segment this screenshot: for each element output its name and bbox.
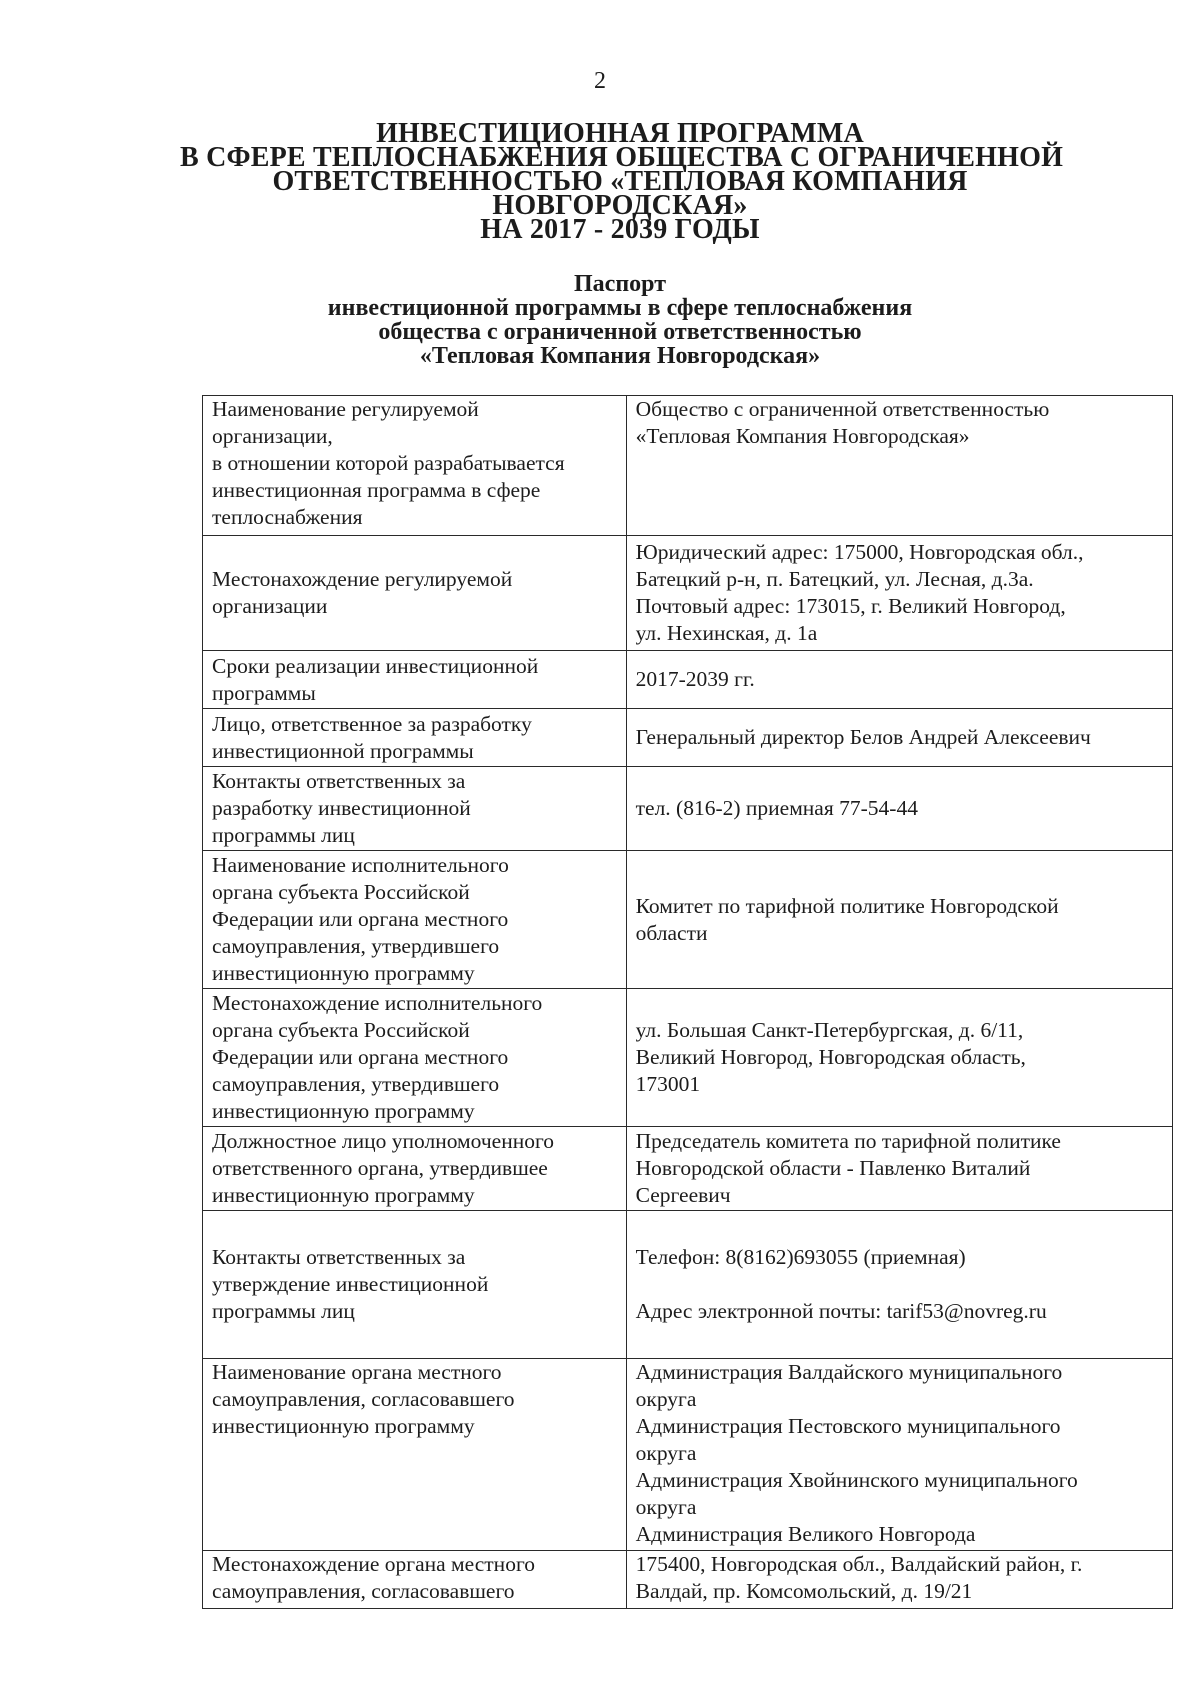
value-line: ул. Нехинская, д. 1а [635, 621, 818, 645]
label-line: Контакты ответственных за [212, 1245, 466, 1269]
value-line: округа [635, 1387, 697, 1411]
row-label-approving-authority-location [203, 989, 627, 1127]
value-line: Сергеевич [635, 1183, 731, 1207]
table-row [203, 651, 1173, 709]
value-line: Администрация Хвойнинского муниципального [635, 1468, 1078, 1492]
value-line: Валдай, пр. Комсомольский, д. 19/21 [635, 1579, 973, 1603]
value-line: 2017-2039 гг. [635, 667, 755, 691]
value-line: округа [635, 1441, 697, 1465]
label-line: органа субъекта Российской [212, 1018, 470, 1042]
value-line: Великий Новгород, Новгородская область, [635, 1045, 1026, 1069]
passport-table [202, 395, 1173, 1609]
document-title [180, 118, 1064, 245]
title-line: ОТВЕТСТВЕННОСТЬЮ «ТЕПЛОВАЯ КОМПАНИЯ [272, 166, 968, 197]
table-row [203, 1211, 1173, 1359]
label-line: Наименование регулируемой [212, 397, 479, 421]
label-line: программы [212, 680, 316, 705]
subtitle-line: Паспорт [574, 271, 666, 297]
title-line: НА 2017 - 2039 ГОДЫ [480, 214, 760, 245]
label-line: Контакты ответственных за [212, 769, 466, 793]
row-label-approver-contacts [203, 1211, 627, 1359]
phone-line: Телефон: 8(8162)693055 (приемная) [635, 1245, 966, 1269]
value-line: Комитет по тарифной политике Новгородской [635, 893, 1059, 918]
label-line: органа субъекта Российской [212, 880, 470, 904]
row-label-agreeing-authority-location [203, 1551, 627, 1609]
row-value-organization-name [626, 396, 1172, 536]
table-row [203, 396, 1173, 536]
label-line: в отношении которой разрабатывается [212, 451, 565, 475]
label-line: самоуправления, согласовавшего [212, 1579, 515, 1603]
label-line: Местонахождение органа местного [212, 1552, 535, 1576]
row-value-implementation-period [626, 651, 1172, 709]
row-value-agreeing-authority-location [626, 1551, 1172, 1609]
value-line: Общество с ограниченной ответственностью [635, 397, 1050, 421]
title-line: ИНВЕСТИЦИОННАЯ ПРОГРАММА [376, 118, 864, 149]
label-line: самоуправления, согласовавшего [212, 1387, 515, 1411]
row-label-responsible-person [203, 709, 627, 767]
label-line: самоуправления, утвердившего [212, 934, 500, 958]
label-line: программы лиц [212, 823, 355, 847]
value-line: Генеральный директор Белов Андрей Алексеевич [635, 725, 1091, 749]
row-label-approving-official [203, 1127, 627, 1211]
value-line: тел. (816-2) приемная 77-54-44 [635, 796, 918, 820]
page-number: 2 [594, 68, 606, 94]
value-line: Почтовый адрес: 173015, г. Великий Новгород, [635, 594, 1066, 618]
row-label-organization-location [203, 536, 627, 651]
label-line: ответственного органа, утвердившее [212, 1156, 548, 1180]
label-line: самоуправления, утвердившего [212, 1072, 500, 1096]
row-value-approving-authority [626, 851, 1172, 989]
row-value-approving-official [626, 1127, 1172, 1211]
label-line: Наименование исполнительного [212, 853, 509, 877]
table-row [203, 1127, 1173, 1211]
value-line: 175400, Новгородская обл., Валдайский район, г. [635, 1552, 1083, 1576]
label-line: инвестиционную программу [212, 1099, 475, 1123]
table-row [203, 709, 1173, 767]
label-line: Федерации или органа местного [212, 907, 509, 931]
value-line: Администрация Валдайского муниципального [635, 1360, 1063, 1384]
row-value-responsible-person [626, 709, 1172, 767]
label-line: Федерации или органа местного [212, 1045, 509, 1069]
label-line: инвестиционная программа в сфере [212, 478, 541, 502]
label-line: инвестиционной программы [212, 738, 474, 763]
label-line: разработку инвестиционной [212, 796, 471, 820]
table-row [203, 851, 1173, 989]
value-line: «Тепловая Компания Новгородская» [635, 424, 970, 448]
value-line: Новгородской области - Павленко Виталий [635, 1156, 1031, 1180]
row-label-implementation-period [203, 651, 627, 709]
label-line: Лицо, ответственное за разработку [212, 711, 532, 736]
subtitle-line: «Тепловая Компания Новгородская» [419, 343, 821, 369]
row-label-organization-name [203, 396, 627, 536]
table-row [203, 1359, 1173, 1551]
label-line: программы лиц [212, 1299, 355, 1323]
title-line: В СФЕРЕ ТЕПЛОСНАБЖЕНИЯ ОБЩЕСТВА С ОГРАНИЧЕННОЙ [180, 142, 1064, 173]
table-row [203, 767, 1173, 851]
row-value-organization-location [626, 536, 1172, 651]
label-line: утверждение инвестиционной [212, 1272, 489, 1296]
value-line: Председатель комитета по тарифной политике [635, 1129, 1061, 1153]
row-label-approving-authority [203, 851, 627, 989]
row-value-agreeing-authority [626, 1359, 1172, 1551]
label-line: Должностное лицо уполномоченного [212, 1129, 554, 1153]
value-line: Администрация Пестовского муниципального [635, 1414, 1061, 1438]
value-line: Юридический адрес: 175000, Новгородская обл., [635, 540, 1084, 564]
value-line: 173001 [635, 1072, 701, 1096]
passport-title [200, 272, 1040, 368]
value-line: округа [635, 1495, 697, 1519]
label-line: Местонахождение регулируемой [212, 567, 513, 591]
row-value-approving-authority-location [626, 989, 1172, 1127]
email-line: Адрес электронной почты: tarif53@novreg.ru [635, 1299, 1047, 1323]
row-value-approver-contacts [626, 1211, 1172, 1359]
label-line: инвестиционную программу [212, 961, 475, 985]
label-line: инвестиционную программу [212, 1414, 475, 1438]
title-line: НОВГОРОДСКАЯ» [492, 190, 748, 221]
subtitle-line: инвестиционной программы в сфере теплоснабжения [327, 295, 913, 321]
value-line: области [635, 920, 708, 945]
label-line: инвестиционную программу [212, 1183, 475, 1207]
table-row [203, 536, 1173, 651]
table-row [203, 989, 1173, 1127]
subtitle-line: общества с ограниченной ответственностью [378, 319, 862, 345]
label-line: теплоснабжения [212, 505, 363, 529]
row-label-developer-contacts [203, 767, 627, 851]
value-line: ул. Большая Санкт-Петербургская, д. 6/11, [635, 1018, 1024, 1042]
label-line: Местонахождение исполнительного [212, 991, 543, 1015]
row-label-agreeing-authority [203, 1359, 627, 1551]
table-row [203, 1551, 1173, 1609]
row-value-developer-contacts [626, 767, 1172, 851]
value-line: Администрация Великого Новгорода [635, 1522, 976, 1546]
value-line: Батецкий р-н, п. Батецкий, ул. Лесная, д.3а. [635, 567, 1034, 591]
label-line: Сроки реализации инвестиционной [212, 653, 539, 678]
label-line: организации, [212, 424, 333, 448]
label-line: организации [212, 594, 328, 618]
label-line: Наименование органа местного [212, 1360, 502, 1384]
